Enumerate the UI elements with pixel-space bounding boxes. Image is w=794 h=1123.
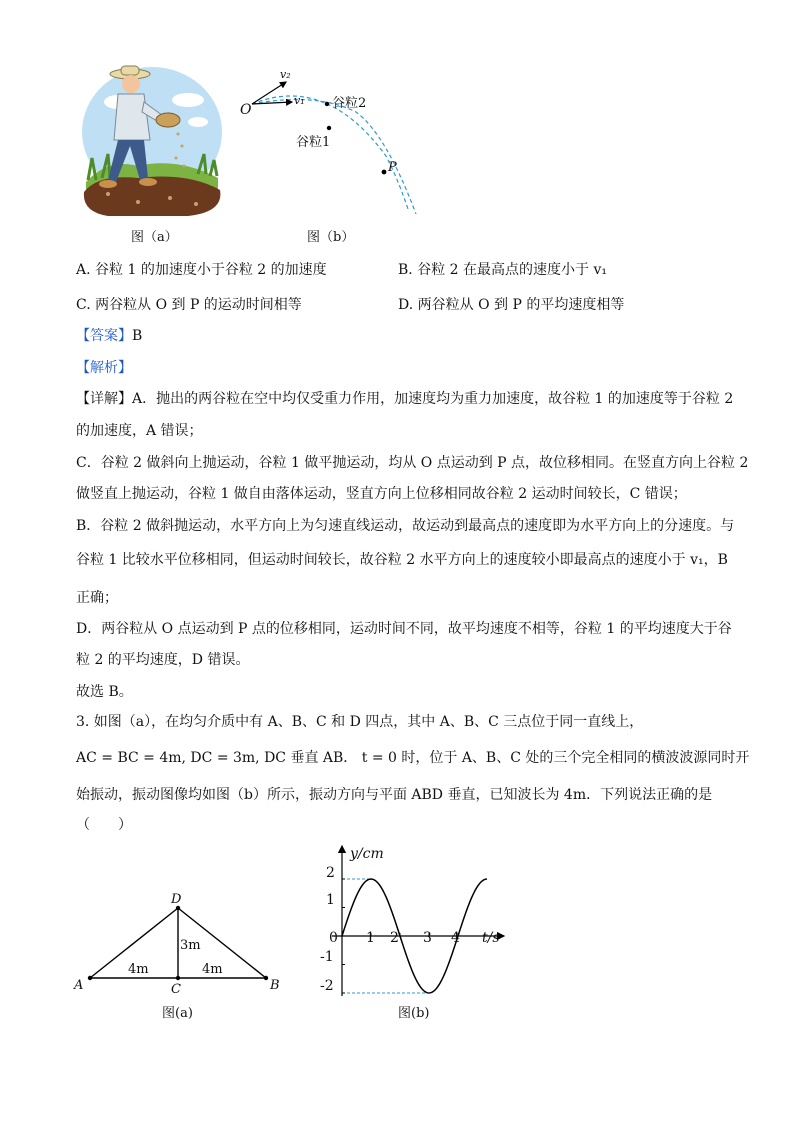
label-p: P bbox=[388, 160, 397, 175]
x-tick-3: 3 bbox=[423, 930, 432, 946]
label-b: B bbox=[270, 978, 280, 993]
fig-a-caption: 图（a） bbox=[131, 230, 178, 245]
detail-line-2: 的加速度，A 错误； bbox=[76, 423, 203, 439]
label-dc-length: 3m bbox=[180, 938, 201, 953]
label-v2: v₂ bbox=[280, 68, 291, 81]
option-b: B. 谷粒 2 在最高点的速度小于 v₁ bbox=[398, 262, 607, 278]
q3-line-2: AC = BC = 4m, DC = 3m, DC 垂直 AB． t = 0 时，位于 A、B、C 处的三个完全相同的横波波源同时开 bbox=[76, 750, 750, 766]
fig-3a-caption: 图(a) bbox=[162, 1006, 193, 1021]
x-tick-2: 2 bbox=[390, 930, 399, 946]
q3-line-1: 3. 如图（a），在均匀介质中有 A、B、C 和 D 四点，其中 A、B、C 三点位于同一直线上， bbox=[76, 714, 644, 730]
analysis-line bbox=[76, 358, 132, 378]
option-a: A. 谷粒 1 的加速度小于谷粒 2 的加速度 bbox=[76, 262, 327, 278]
q3-line-4: （ ） bbox=[76, 817, 132, 833]
detail-line-5: B．谷粒 2 做斜抛运动，水平方向上为匀速直线运动，故运动到最高点的速度即为水平方向上的分速度。与 bbox=[76, 518, 735, 534]
q3-line-3: 始振动，振动图像均如图（b）所示，振动方向与平面 ABD 垂直，已知波长为 4m．下列说法正确的是 bbox=[76, 787, 713, 803]
vibration-chart bbox=[318, 840, 508, 1002]
answer-value: B bbox=[132, 328, 143, 344]
detail-line-7: 正确； bbox=[76, 590, 118, 606]
chart-ylabel: y/cm bbox=[350, 846, 384, 862]
fig-b-caption: 图（b） bbox=[307, 230, 355, 245]
answer-line bbox=[76, 326, 142, 346]
detail-line-9: 粒 2 的平均速度，D 错误。 bbox=[76, 652, 250, 668]
label-d: D bbox=[171, 892, 182, 907]
detail-line-10: 故选 B。 bbox=[76, 684, 133, 700]
label-v1: v₁ bbox=[294, 94, 305, 107]
label-ac-length: 4m bbox=[128, 962, 149, 977]
label-grain2: 谷粒2 bbox=[332, 96, 367, 111]
detail-line-8: D．两谷粒从 O 点运动到 P 点的位移相同，运动时间不同，故平均速度不相等，谷粒 1 的平均速度大于谷 bbox=[76, 621, 732, 637]
label-a: A bbox=[74, 978, 84, 993]
x-tick-0: 0 bbox=[329, 930, 338, 946]
label-grain1: 谷粒1 bbox=[296, 135, 331, 150]
label-c: C bbox=[171, 982, 181, 997]
detail-line-3: C．谷粒 2 做斜向上抛运动，谷粒 1 做平抛运动，均从 O 点运动到 P 点，故位移相同。在竖直方向上谷粒 2 bbox=[76, 455, 749, 471]
farmer-illustration bbox=[78, 62, 224, 218]
y-tick-2: 2 bbox=[326, 865, 335, 881]
option-d: D. 两谷粒从 O 到 P 的平均速度相等 bbox=[398, 297, 625, 313]
answer-tag: 【答案】 bbox=[76, 328, 132, 344]
detail-line-6: 谷粒 1 比较水平位移相同，但运动时间较长，故谷粒 2 水平方向上的速度较小即最高点的速度小于 v₁，B bbox=[76, 552, 728, 568]
y-tick-neg1: -1 bbox=[320, 949, 334, 965]
fig-3b-caption: 图(b) bbox=[398, 1006, 430, 1021]
triangle-diagram bbox=[70, 892, 290, 1002]
detail-text-1: A．抛出的两谷粒在空中均仅受重力作用，加速度均为重力加速度，故谷粒 1 的加速度等于谷粒 2 bbox=[132, 391, 734, 407]
chart-xlabel: t/s bbox=[482, 930, 500, 946]
y-tick-neg2: -2 bbox=[320, 978, 334, 994]
detail-line-4: 做竖直上抛运动，谷粒 1 做自由落体运动，竖直方向上位移相同故谷粒 2 运动时间较长，C 错误； bbox=[76, 486, 687, 502]
analysis-tag: 【解析】 bbox=[76, 360, 132, 376]
label-o: O bbox=[240, 102, 252, 118]
y-tick-1: 1 bbox=[326, 892, 335, 908]
label-cb-length: 4m bbox=[202, 962, 223, 977]
detail-tag: 【详解】 bbox=[76, 391, 132, 407]
option-c: C. 两谷粒从 O 到 P 的运动时间相等 bbox=[76, 297, 302, 313]
detail-line-1 bbox=[76, 389, 733, 409]
x-tick-4: 4 bbox=[451, 930, 460, 946]
trajectory-diagram bbox=[236, 64, 426, 214]
x-tick-1: 1 bbox=[366, 930, 375, 946]
